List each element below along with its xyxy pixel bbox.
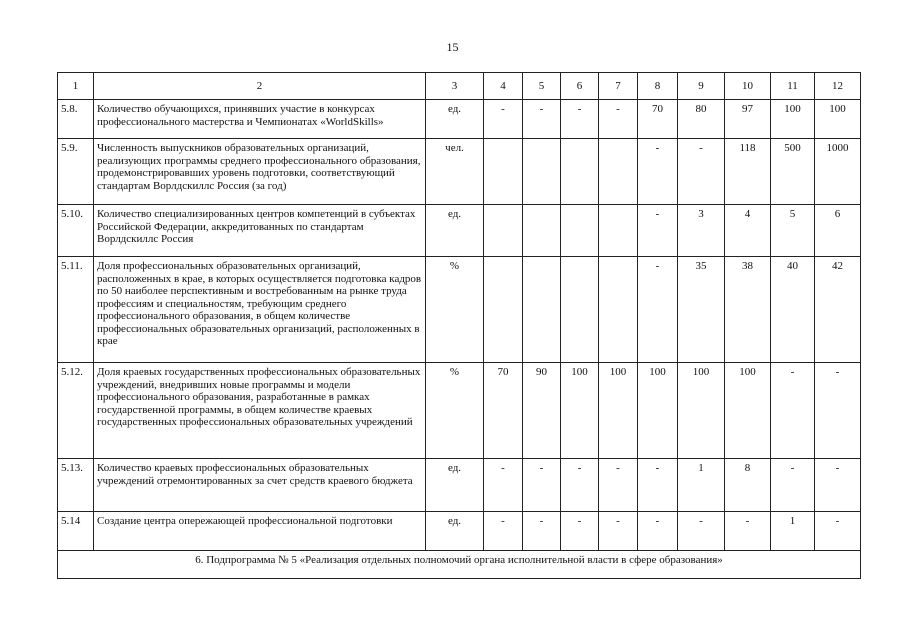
row-number: 5.9. bbox=[58, 139, 94, 205]
row-description: Количество специализированных центров компетенций в субъектах Российской Федерации, аккредитованных по стандартам Ворлдскиллс Россия bbox=[94, 205, 426, 257]
table-row bbox=[58, 205, 861, 257]
header-cell: 3 bbox=[426, 73, 484, 100]
value-cell: 4 bbox=[725, 205, 771, 257]
value-cell bbox=[484, 257, 523, 363]
value-cell: - bbox=[815, 512, 861, 551]
header-cell: 10 bbox=[725, 73, 771, 100]
row-description: Количество краевых профессиональных образовательных учреждений отремонтированных за счет средств краевого бюджета bbox=[94, 459, 426, 512]
row-number: 5.10. bbox=[58, 205, 94, 257]
value-cell: - bbox=[815, 459, 861, 512]
value-cell bbox=[599, 205, 638, 257]
value-cell: 100 bbox=[638, 363, 678, 459]
row-number: 5.13. bbox=[58, 459, 94, 512]
value-cell: 97 bbox=[725, 100, 771, 139]
header-cell: 6 bbox=[561, 73, 599, 100]
value-cell bbox=[599, 139, 638, 205]
table-row bbox=[58, 257, 861, 363]
row-description: Численность выпускников образовательных организаций, реализующих программы среднего профессионального образования, продемонстрировавших уровень подготовки, соответствующий стандартам Ворлдскиллс Россия (за год) bbox=[94, 139, 426, 205]
value-cell: 6 bbox=[815, 205, 861, 257]
value-cell: 500 bbox=[771, 139, 815, 205]
value-cell: 118 bbox=[725, 139, 771, 205]
table-row bbox=[58, 139, 861, 205]
value-cell: - bbox=[638, 459, 678, 512]
value-cell: 100 bbox=[771, 100, 815, 139]
table-row bbox=[58, 363, 861, 459]
header-cell: 2 bbox=[94, 73, 426, 100]
section-title: 6. Подпрограмма № 5 «Реализация отдельных полномочий органа исполнительной власти в сфере образования» bbox=[58, 551, 861, 579]
row-unit: ед. bbox=[426, 459, 484, 512]
row-number: 5.8. bbox=[58, 100, 94, 139]
row-description: Количество обучающихся, принявших участие в конкурсах профессионального мастерства и Чемпионатах «WorldSkills» bbox=[94, 100, 426, 139]
value-cell: 80 bbox=[678, 100, 725, 139]
value-cell: - bbox=[638, 512, 678, 551]
header-cell: 5 bbox=[523, 73, 561, 100]
value-cell: - bbox=[523, 100, 561, 139]
row-unit: % bbox=[426, 363, 484, 459]
value-cell: - bbox=[815, 363, 861, 459]
row-description: Создание центра опережающей профессиональной подготовки bbox=[94, 512, 426, 551]
value-cell bbox=[599, 257, 638, 363]
value-cell: - bbox=[599, 512, 638, 551]
row-description: Доля профессиональных образовательных организаций, расположенных в крае, в которых осуществляется подготовка кадров по 50 наиболее перспективным и востребованным на рынке труда профессиям и специальностям, требующим среднего профессионального образования, в общем количестве профессиональных образовательных организаций, расположенных в крае bbox=[94, 257, 426, 363]
value-cell: 90 bbox=[523, 363, 561, 459]
row-number: 5.14 bbox=[58, 512, 94, 551]
value-cell: - bbox=[523, 459, 561, 512]
value-cell: - bbox=[771, 363, 815, 459]
row-number: 5.12. bbox=[58, 363, 94, 459]
value-cell: 40 bbox=[771, 257, 815, 363]
row-unit: ед. bbox=[426, 100, 484, 139]
value-cell: - bbox=[771, 459, 815, 512]
value-cell: 100 bbox=[561, 363, 599, 459]
value-cell: 35 bbox=[678, 257, 725, 363]
value-cell: 1 bbox=[678, 459, 725, 512]
value-cell bbox=[561, 205, 599, 257]
table-row bbox=[58, 100, 861, 139]
header-cell: 8 bbox=[638, 73, 678, 100]
value-cell: - bbox=[561, 459, 599, 512]
row-number: 5.11. bbox=[58, 257, 94, 363]
value-cell: 42 bbox=[815, 257, 861, 363]
table-row bbox=[58, 512, 861, 551]
value-cell: - bbox=[638, 205, 678, 257]
value-cell: 38 bbox=[725, 257, 771, 363]
value-cell: - bbox=[561, 100, 599, 139]
value-cell bbox=[484, 139, 523, 205]
value-cell: 100 bbox=[678, 363, 725, 459]
value-cell: - bbox=[678, 512, 725, 551]
value-cell: - bbox=[561, 512, 599, 551]
section-row bbox=[58, 551, 861, 579]
value-cell bbox=[561, 139, 599, 205]
header-cell: 1 bbox=[58, 73, 94, 100]
row-unit: чел. bbox=[426, 139, 484, 205]
value-cell: 100 bbox=[815, 100, 861, 139]
header-cell: 7 bbox=[599, 73, 638, 100]
value-cell: 1000 bbox=[815, 139, 861, 205]
value-cell: - bbox=[678, 139, 725, 205]
header-row bbox=[58, 73, 861, 100]
row-unit: % bbox=[426, 257, 484, 363]
value-cell: - bbox=[638, 139, 678, 205]
header-cell: 12 bbox=[815, 73, 861, 100]
value-cell: 100 bbox=[599, 363, 638, 459]
row-description: Доля краевых государственных профессиональных образовательных учреждений, внедривших новые программы и модели профессионального образования, разработанные в рамках государственной программы, в общем количестве краевых государственных профессиональных образовательных учреждений bbox=[94, 363, 426, 459]
header-cell: 11 bbox=[771, 73, 815, 100]
value-cell: - bbox=[599, 100, 638, 139]
row-unit: ед. bbox=[426, 205, 484, 257]
header-cell: 4 bbox=[484, 73, 523, 100]
value-cell: 100 bbox=[725, 363, 771, 459]
value-cell bbox=[523, 205, 561, 257]
value-cell: 5 bbox=[771, 205, 815, 257]
header-cell: 9 bbox=[678, 73, 725, 100]
value-cell: - bbox=[725, 512, 771, 551]
table-row bbox=[58, 459, 861, 512]
row-unit: ед. bbox=[426, 512, 484, 551]
value-cell bbox=[561, 257, 599, 363]
value-cell: - bbox=[638, 257, 678, 363]
value-cell bbox=[484, 205, 523, 257]
value-cell: 3 bbox=[678, 205, 725, 257]
value-cell: - bbox=[484, 459, 523, 512]
indicators-table bbox=[57, 72, 861, 579]
value-cell: 1 bbox=[771, 512, 815, 551]
value-cell: - bbox=[484, 512, 523, 551]
value-cell: 70 bbox=[638, 100, 678, 139]
value-cell bbox=[523, 257, 561, 363]
value-cell: - bbox=[523, 512, 561, 551]
value-cell: - bbox=[484, 100, 523, 139]
page-number: 15 bbox=[446, 40, 459, 54]
value-cell bbox=[523, 139, 561, 205]
value-cell: 8 bbox=[725, 459, 771, 512]
value-cell: 70 bbox=[484, 363, 523, 459]
value-cell: - bbox=[599, 459, 638, 512]
